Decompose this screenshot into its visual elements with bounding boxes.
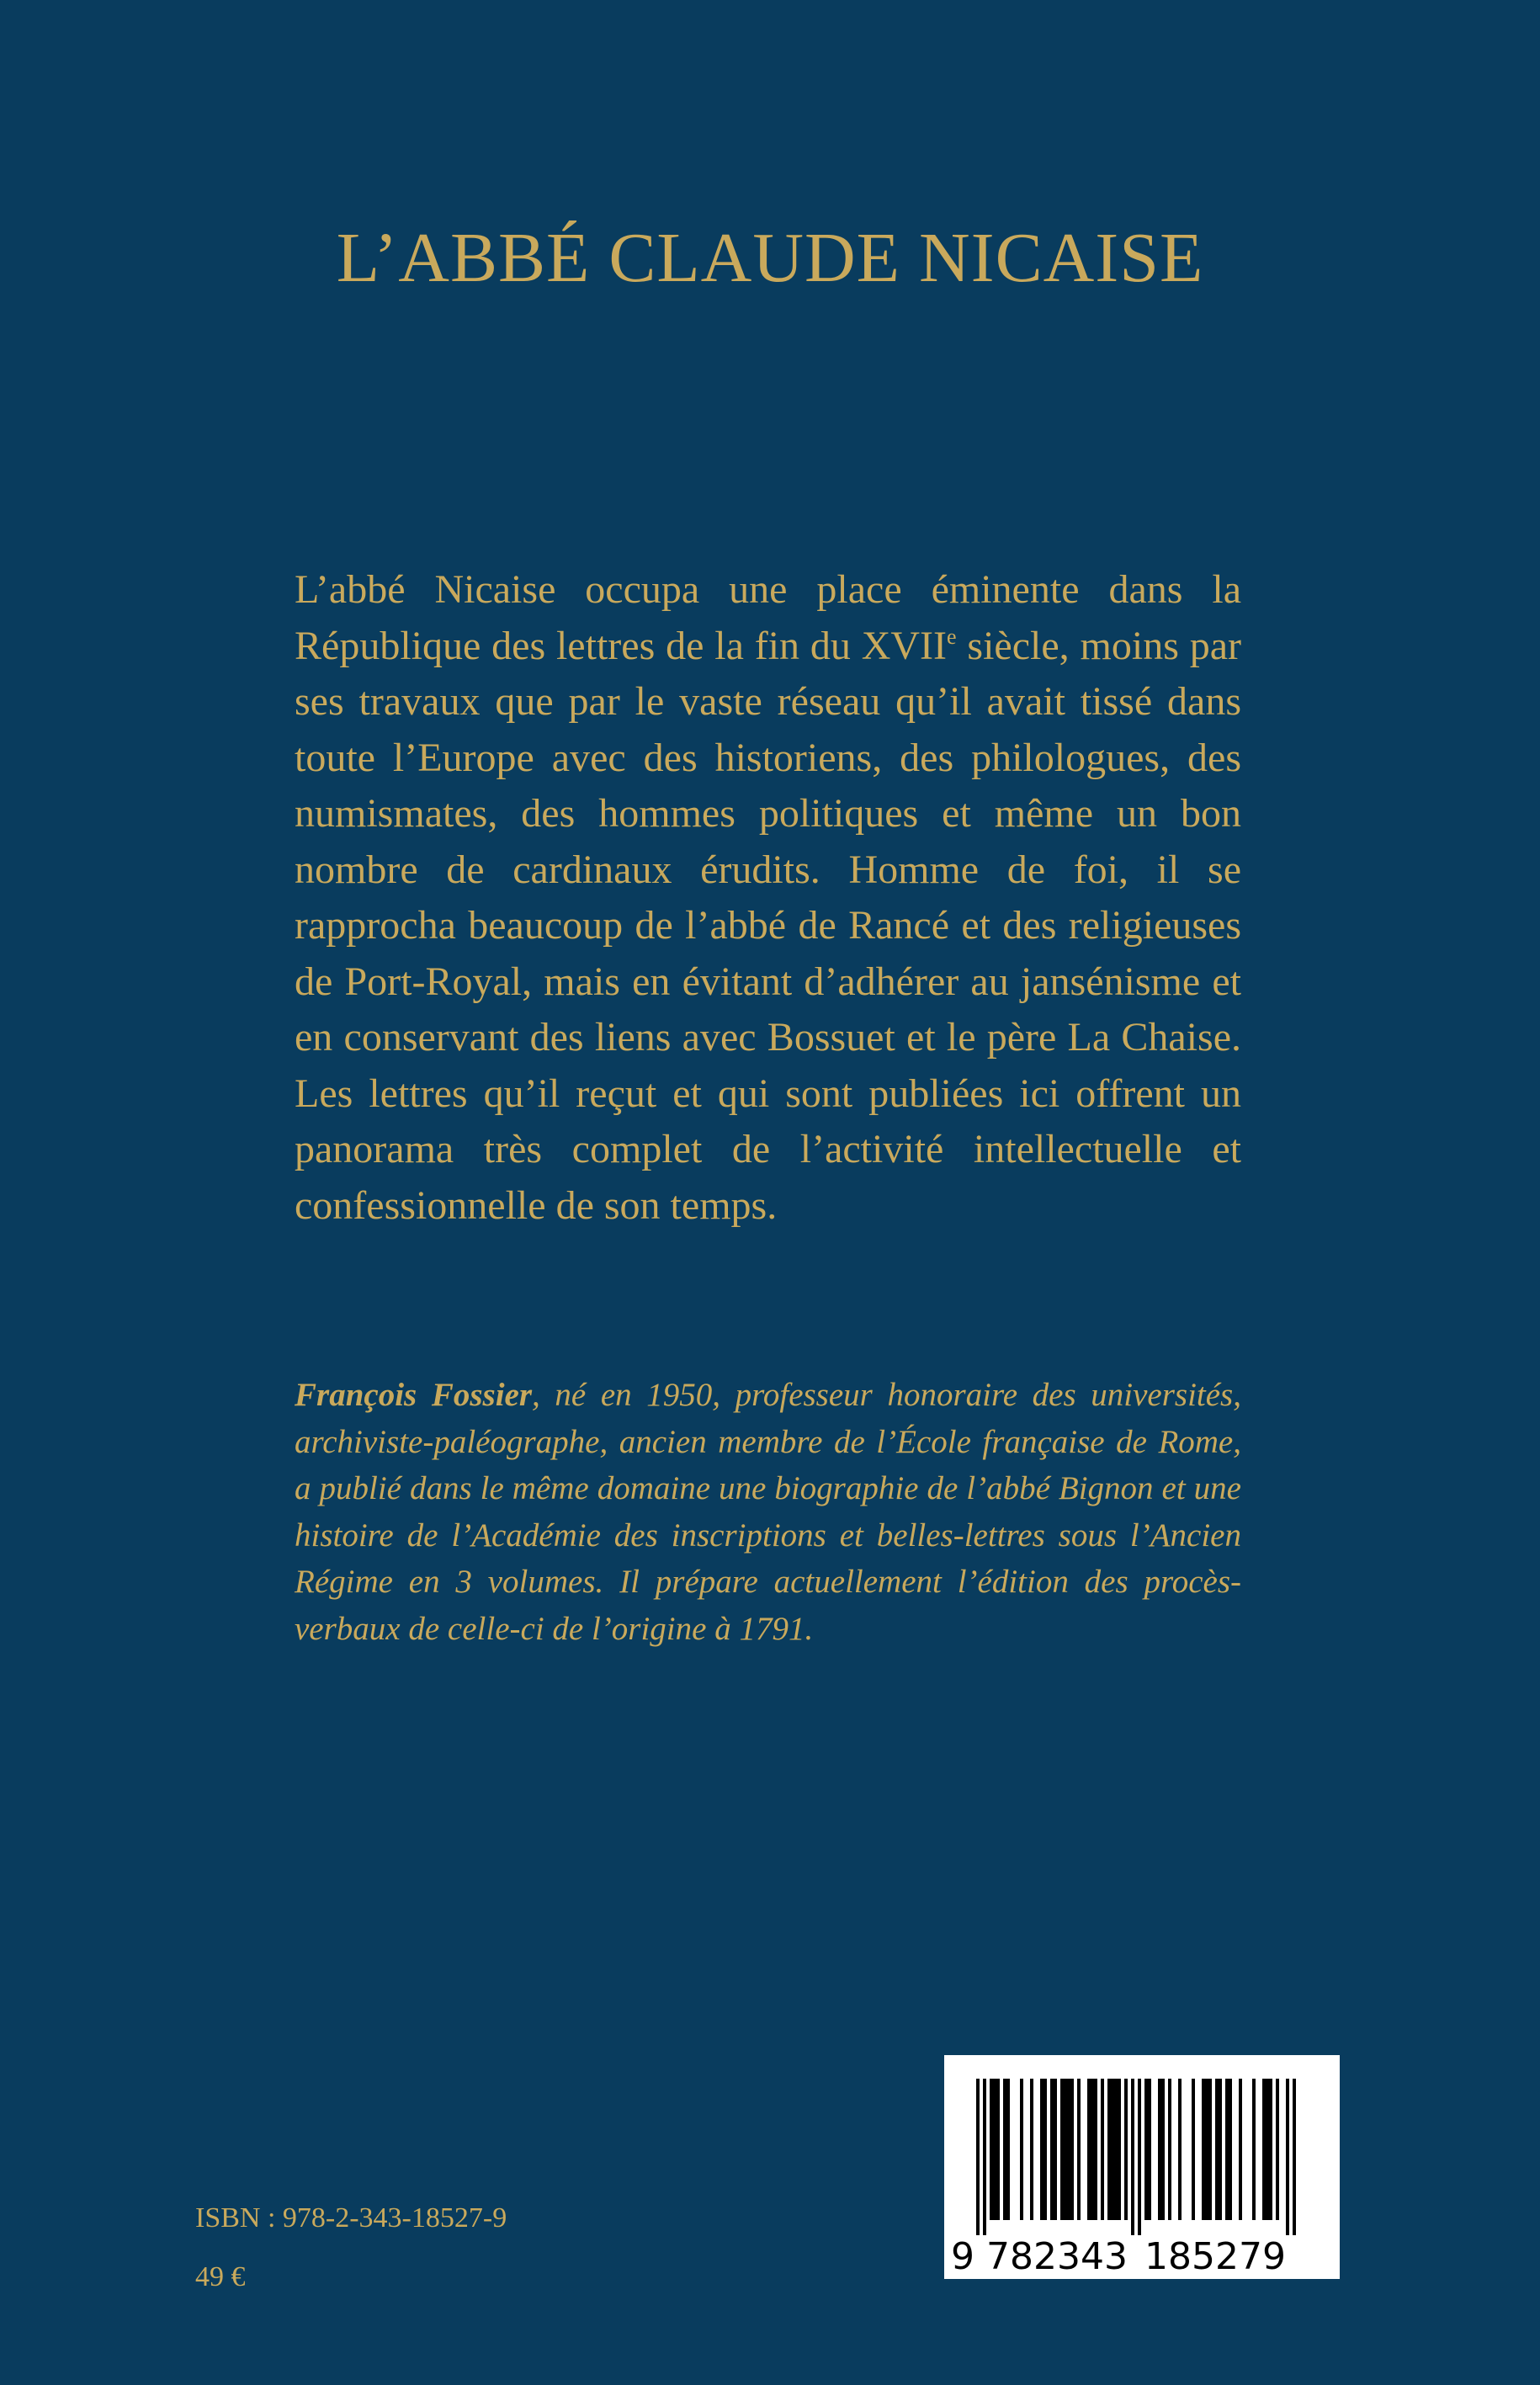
barcode-bar-49 xyxy=(1286,2079,1289,2235)
barcode-bar-0 xyxy=(976,2079,980,2235)
barcode-bar-36 xyxy=(1202,2079,1205,2220)
book-description xyxy=(295,562,1241,1234)
barcode-digit-left-3: 3 xyxy=(1057,2235,1081,2278)
barcode-bar-28 xyxy=(1138,2079,1141,2235)
barcode-bar-27 xyxy=(1131,2079,1134,2235)
barcode-bar-41 xyxy=(1225,2079,1229,2220)
description-text-1: L’abbé Nicaise occupa une place éminente dans la République des lettres de la fin du XVII xyxy=(295,567,1241,668)
barcode-digit-right-1: 8 xyxy=(1168,2235,1192,2278)
barcode-digit-right-0: 1 xyxy=(1144,2235,1168,2278)
book-title: L’ABBÉ CLAUDE NICAISE xyxy=(336,219,1204,297)
author-name: François Fossier xyxy=(295,1377,533,1413)
barcode-bar-31 xyxy=(1158,2079,1161,2220)
barcode-bar-40 xyxy=(1219,2079,1222,2220)
barcode-bar-43 xyxy=(1239,2079,1242,2220)
barcode-bar-24 xyxy=(1114,2079,1118,2220)
barcode-bar-23 xyxy=(1111,2079,1114,2220)
barcode-digit-left-5: 3 xyxy=(1104,2235,1128,2278)
barcode-bar-16 xyxy=(1070,2079,1074,2220)
isbn-label: ISBN : 978-2-343-18527-9 xyxy=(195,2202,507,2234)
barcode-bar-38 xyxy=(1208,2079,1212,2220)
century-superscript: e xyxy=(947,624,957,649)
barcode-bar-22 xyxy=(1107,2079,1111,2220)
barcode-bar-13 xyxy=(1060,2079,1064,2220)
barcode-bar-18 xyxy=(1087,2079,1091,2220)
barcode-digit-left-0: 7 xyxy=(986,2235,1010,2278)
barcode-bar-25 xyxy=(1118,2079,1121,2220)
barcode-bar-15 xyxy=(1067,2079,1070,2220)
barcode-bar-30 xyxy=(1148,2079,1151,2220)
barcode-bar-26 xyxy=(1124,2079,1128,2220)
barcode-bar-2 xyxy=(990,2079,993,2220)
barcode-graphic xyxy=(944,2055,1340,2279)
barcode-bar-12 xyxy=(1054,2079,1057,2220)
barcode-bar-5 xyxy=(1003,2079,1006,2220)
barcode-bar-20 xyxy=(1094,2079,1097,2220)
author-bio xyxy=(295,1372,1241,1652)
barcode-bar-7 xyxy=(1020,2079,1023,2220)
barcode-bar-39 xyxy=(1215,2079,1219,2220)
barcode-bar-17 xyxy=(1077,2079,1081,2220)
barcode-bar-32 xyxy=(1161,2079,1165,2220)
barcode-digit-left-1: 8 xyxy=(1010,2235,1033,2278)
barcode-bar-45 xyxy=(1262,2079,1266,2220)
barcode-bar-47 xyxy=(1269,2079,1272,2220)
description-text-2: siècle, moins par ses travaux que par le vaste réseau qu’il avait tissé dans toute l’Europe avec des historiens, des philologues, des numismates, des hommes politiques et même un bon nombre de cardinaux érudits. Homme de foi, il se rapprocha beaucoup de l’abbé de Rancé et des religieuses de Port-Royal, mais en évitant d’adhérer au jansénisme et en conservant des liens avec Bossuet et le père La Chaise. Les lettres qu’il reçut et qui sont publiées ici offrent un panorama très complet de l’activité intellectuelle et confessionnelle de son temps. xyxy=(295,623,1242,1228)
barcode-bar-4 xyxy=(996,2079,1000,2220)
barcode-bar-35 xyxy=(1192,2079,1195,2220)
barcode-bar-29 xyxy=(1144,2079,1148,2220)
barcode-bar-8 xyxy=(1030,2079,1033,2220)
barcode-bar-10 xyxy=(1043,2079,1047,2220)
barcode-bar-37 xyxy=(1205,2079,1208,2220)
barcode-bar-42 xyxy=(1229,2079,1232,2220)
barcode-digit-left-4: 4 xyxy=(1081,2235,1104,2278)
barcode-bar-19 xyxy=(1091,2079,1094,2220)
barcode-bar-46 xyxy=(1266,2079,1269,2220)
barcode-bar-50 xyxy=(1293,2079,1296,2235)
barcode-digit-right-5: 9 xyxy=(1262,2235,1286,2278)
barcode-digit-right-2: 5 xyxy=(1192,2235,1215,2278)
author-bio-text: , né en 1950, professeur honoraire des universités, archiviste-paléographe, ancien membre de l’École française de Rome, a publié dans le même domaine une biographie de l’abbé Bignon et une histoire de l’Académie des inscriptions et belles-lettres sous l’Ancien Régime en 3 volumes. Il prépare actuellement l’édition des procès-verbaux de celle-ci de l’origine à 1791. xyxy=(295,1377,1241,1647)
barcode-digit-right-3: 2 xyxy=(1215,2235,1239,2278)
barcode-bar-9 xyxy=(1040,2079,1043,2220)
barcode-digit-left-2: 2 xyxy=(1033,2235,1057,2278)
barcode-bar-21 xyxy=(1101,2079,1104,2220)
barcode-bar-48 xyxy=(1276,2079,1279,2220)
barcode-digit-first: 9 xyxy=(951,2235,974,2278)
barcode-bar-11 xyxy=(1050,2079,1054,2220)
barcode-bar-44 xyxy=(1252,2079,1256,2220)
barcode-bar-33 xyxy=(1168,2079,1171,2220)
barcode xyxy=(944,2055,1340,2279)
price-label: 49 € xyxy=(195,2261,246,2292)
barcode-bar-6 xyxy=(1006,2079,1010,2220)
barcode-digit-right-4: 7 xyxy=(1239,2235,1262,2278)
barcode-bar-34 xyxy=(1178,2079,1182,2220)
barcode-bar-14 xyxy=(1064,2079,1067,2220)
barcode-bar-3 xyxy=(993,2079,996,2220)
barcode-bar-1 xyxy=(983,2079,986,2235)
